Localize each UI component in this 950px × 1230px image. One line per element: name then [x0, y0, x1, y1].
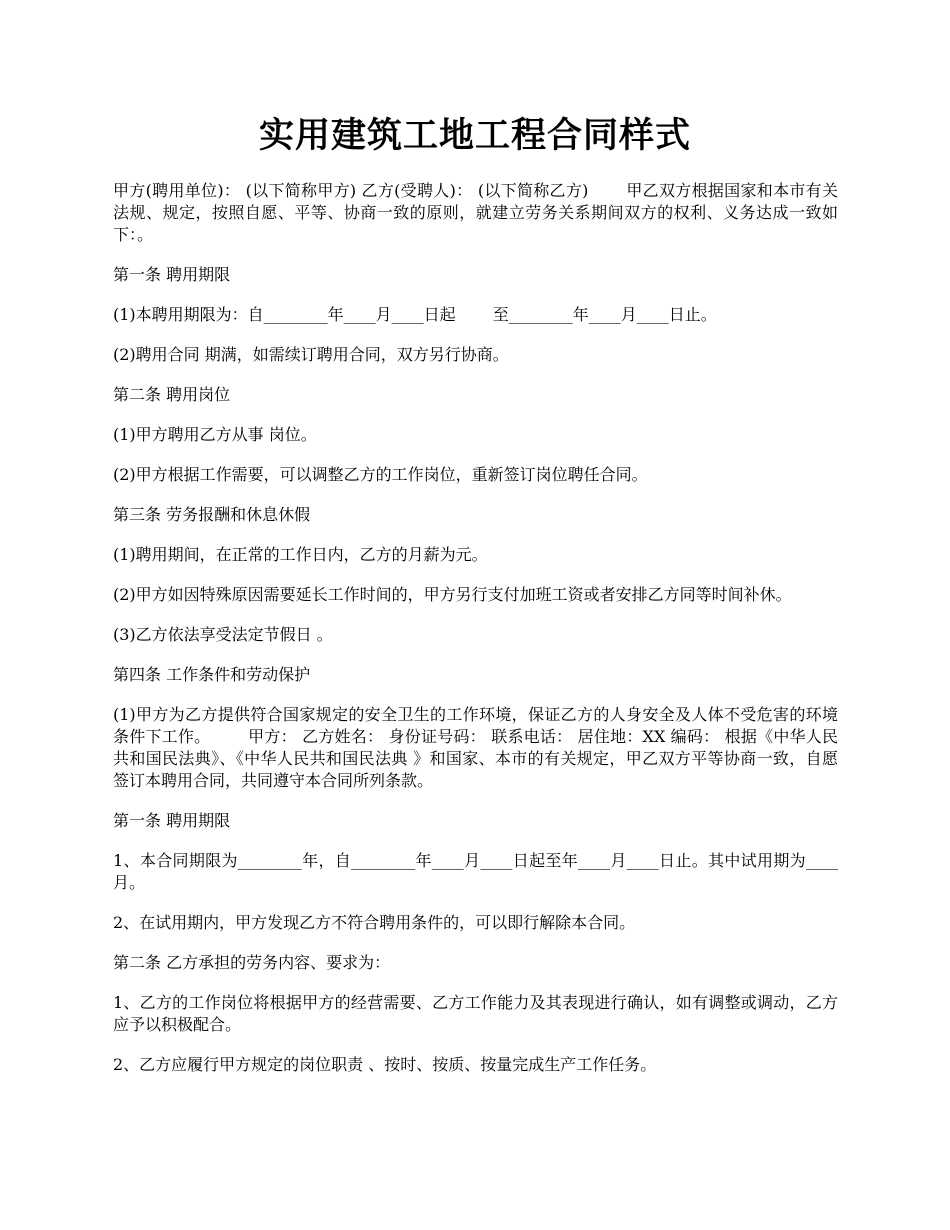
- clause-paragraph: (1)甲方聘用乙方从事 岗位。: [113, 425, 317, 444]
- clause-paragraph: 1、乙方的工作岗位将根据甲方的经营需要、乙方工作能力及其表现进行确认，如有调整或调动，乙方应予以积极配合。: [113, 993, 838, 1034]
- section-heading: 第二条 乙方承担的劳务内容、要求为：: [113, 953, 391, 972]
- clause-paragraph: (2)甲方如因特殊原因需要延长工作时间的，甲方另行支付加班工资或者安排乙方同等时间补休。: [113, 585, 792, 604]
- document-title: 实用建筑工地工程合同样式: [258, 115, 691, 156]
- clause-paragraph: (1)聘用期间，在正常的工作日内，乙方的月薪为元。: [113, 545, 488, 564]
- clause-paragraph: (1)甲方为乙方提供符合国家规定的安全卫生的工作环境，保证乙方的人身安全及人体不受危害的环境条件下工作。 甲方： 乙方姓名： 身份证号码： 联系电话： 居住地：XX 编码： 根据《中华人民共和国民法典》、《中华人民共和国民法典 》和国家、本市的有关规定，甲乙双方平等协商一致，自愿签订本聘用合同，共同遵守本合同所列条款。: [113, 705, 838, 790]
- clause-paragraph: 2、乙方应履行甲方规定的岗位职责 、按时、按质、按量完成生产工作任务。: [113, 1055, 657, 1074]
- clause-paragraph: (1)本聘用期限为：自________年____月____日起 至________年____月____日止。: [113, 305, 717, 324]
- section-heading: 第二条 聘用岗位: [113, 385, 231, 404]
- section-heading: 第四条 工作条件和劳动保护: [113, 665, 311, 684]
- clause-paragraph: (2)聘用合同 期满，如需续订聘用合同，双方另行协商。: [113, 345, 509, 364]
- section-heading: 第一条 聘用期限: [113, 811, 231, 830]
- clause-paragraph: (2)甲方根据工作需要，可以调整乙方的工作岗位，重新签订岗位聘任合同。: [113, 465, 648, 484]
- section-heading: 第一条 聘用期限: [113, 265, 231, 284]
- document-body: [113, 180, 838, 1094]
- clause-paragraph: 1、本合同期限为________年，自________年____月____日起至年____月____日止。其中试用期为____月。: [113, 851, 838, 892]
- intro-paragraph: 甲方(聘用单位)： (以下简称甲方) 乙方(受聘人)： (以下简称乙方) 甲乙双方根据国家和本市有关法规、规定，按照自愿、平等、协商一致的原则，就建立劳务关系期间双方的权利、义务达成一致如下：。: [113, 181, 838, 244]
- section-heading: 第三条 劳务报酬和休息休假: [113, 505, 311, 524]
- clause-paragraph: 2、在试用期内，甲方发现乙方不符合聘用条件的，可以即行解除本合同。: [113, 913, 636, 932]
- clause-paragraph: (3)乙方依法享受法定节假日 。: [113, 625, 333, 644]
